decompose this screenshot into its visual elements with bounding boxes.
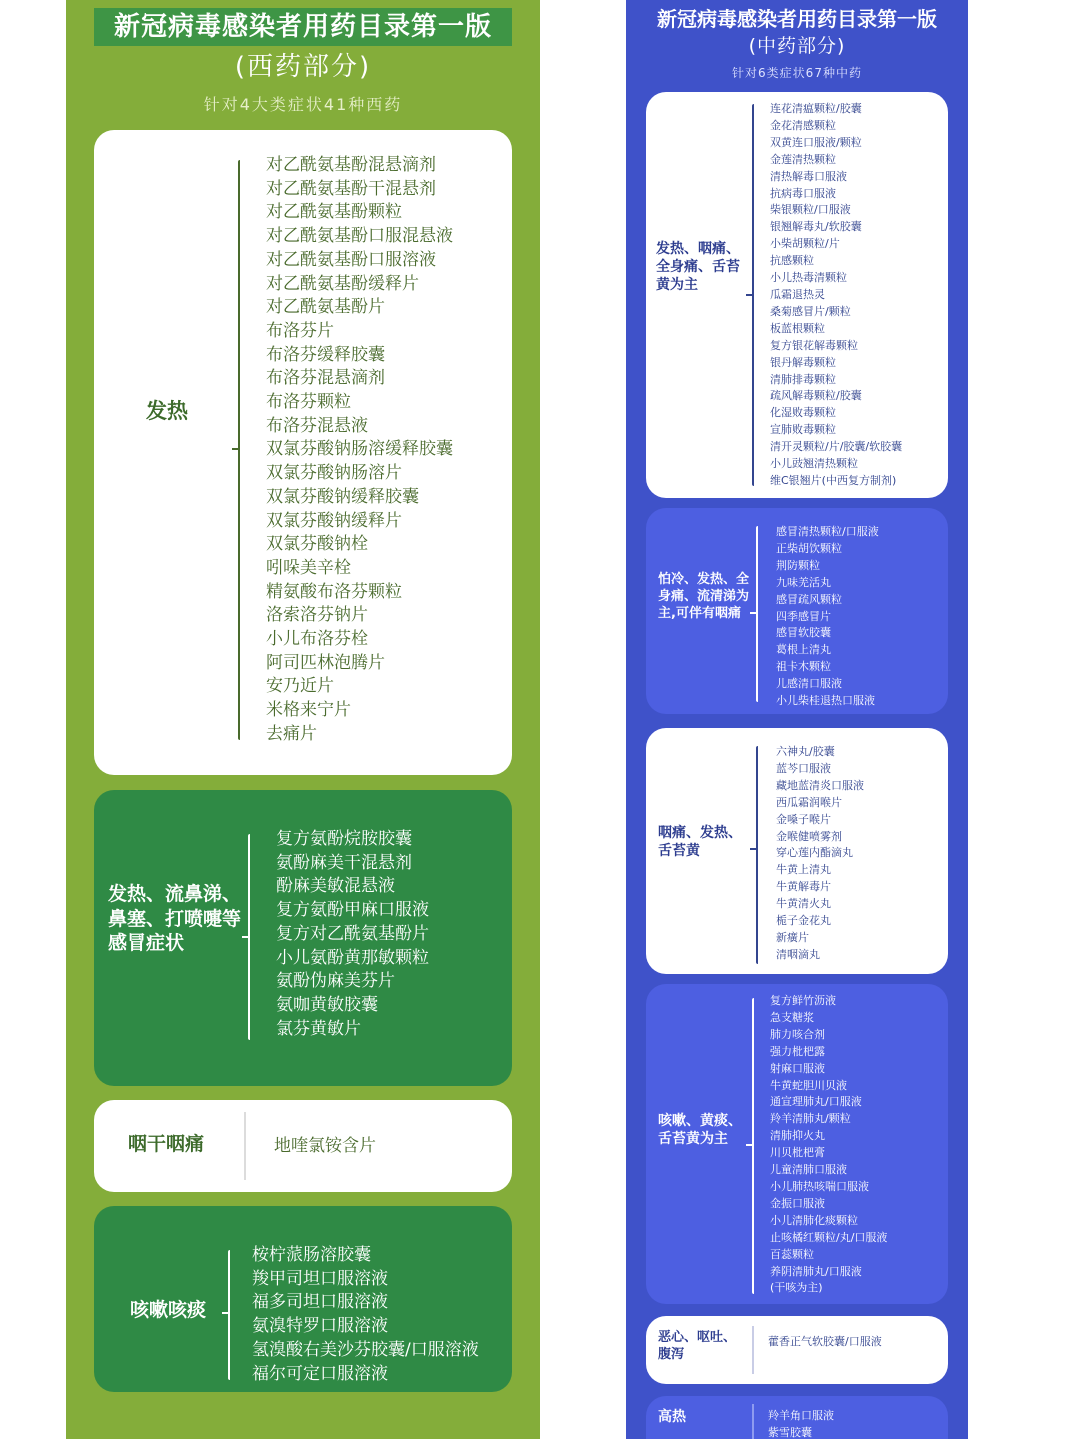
drug-list (252, 1244, 479, 1386)
brace-tip (232, 448, 240, 450)
drug-item: 小儿豉翘清热颗粒 (770, 457, 858, 471)
brace (238, 160, 240, 740)
drug-item: 安乃近片 (266, 676, 334, 697)
drug-item: 对乙酰氨基酚缓释片 (266, 273, 419, 294)
drug-item: 川贝枇杷膏 (770, 1146, 825, 1160)
drug-item: 百蕊颗粒 (770, 1247, 814, 1261)
drug-item: 射麻口服液 (770, 1061, 825, 1075)
brace (756, 526, 758, 702)
drug-item: 双氯芬酸钠肠溶缓释胶囊 (266, 439, 453, 460)
drug-item: 四季感冒片 (776, 609, 831, 623)
drug-item: 地喹氯铵含片 (274, 1136, 376, 1156)
drug-list (768, 1334, 882, 1350)
drug-item: 布洛芬混悬滴剂 (266, 368, 385, 389)
drug-item: 小儿肺热咳喘口服液 (770, 1179, 869, 1193)
western-note: 针对4大类症状41种西药 (203, 95, 403, 114)
drug-item: 栀子金花丸 (776, 914, 831, 928)
drug-item: 双氯芬酸钠缓释胶囊 (266, 486, 419, 507)
brace-tip (746, 294, 754, 296)
drug-item: 儿童清肺口服液 (770, 1163, 847, 1177)
drug-item: 止咳橘红颗粒/丸/口服液 (770, 1230, 888, 1244)
drug-item: 祖卡木颗粒 (776, 660, 831, 674)
drug-item: 金花清感颗粒 (770, 118, 836, 132)
drug-item: 阿司匹林泡腾片 (266, 652, 385, 673)
drug-item: 银丹解毒颗粒 (770, 355, 836, 369)
drug-item: 银翘解毒丸/软胶囊 (770, 220, 862, 234)
drug-item: 板蓝根颗粒 (770, 321, 825, 335)
drug-item: 小儿布洛芬栓 (266, 629, 368, 650)
group-symptom: 咳嗽咳痰 (130, 1299, 207, 1321)
drug-item: 吲哚美辛栓 (266, 557, 351, 578)
drug-item: 福多司坦口服溶液 (252, 1292, 388, 1313)
drug-item: 洛索洛芬钠片 (266, 605, 368, 626)
drug-item: 连花清瘟颗粒/胶囊 (770, 102, 862, 115)
drug-item: 精氨酸布洛芬颗粒 (266, 581, 402, 602)
drug-item: 九味羌活丸 (776, 575, 831, 589)
drug-item: 氨咖黄敏胶囊 (276, 994, 378, 1015)
western-medicine-panel (66, 0, 540, 1439)
drug-item: 小儿清肺化痰颗粒 (770, 1213, 858, 1227)
tcm-group-nausea (646, 1316, 948, 1384)
brace-tip (222, 1312, 230, 1314)
drug-item: 感冒软胶囊 (776, 626, 831, 640)
drug-list (274, 1134, 376, 1158)
drug-item: 清肺排毒颗粒 (770, 372, 836, 386)
drug-item: 穿心莲内酯滴丸 (776, 846, 853, 860)
western-subtitle: (西药部分) (234, 52, 372, 82)
drug-item: 布洛芬混悬液 (266, 415, 368, 436)
drug-item: 抗病毒口服液 (770, 186, 836, 200)
tcm-group-sorethroat (646, 728, 948, 974)
drug-item: 疏风解毒颗粒/胶囊 (770, 389, 862, 403)
divider (752, 1404, 754, 1439)
tcm-medicine-panel (626, 0, 968, 1439)
drug-item: 小儿氨酚黄那敏颗粒 (276, 947, 429, 968)
group-symptom: 怕冷、发热、全身痛、流清涕为主,可伴有咽痛 (658, 572, 750, 621)
drug-item: 酚麻美敏混悬液 (276, 876, 395, 897)
drug-item: 西瓜霜润喉片 (776, 795, 842, 809)
drug-item: 金莲清热颗粒 (770, 152, 836, 166)
group-symptom: 发热 (146, 399, 188, 423)
drug-item: 小儿热毒清颗粒 (770, 271, 847, 285)
drug-item: 福尔可定口服溶液 (252, 1363, 388, 1384)
drug-item: 金喉健喷雾剂 (776, 829, 842, 843)
drug-item: 桉柠蒎肠溶胶囊 (252, 1245, 371, 1265)
drug-item: 复方银花解毒颗粒 (770, 338, 858, 352)
tcm-group-fever-sorethroat (646, 92, 948, 498)
divider (752, 1326, 754, 1374)
western-group-cough (94, 1206, 512, 1392)
brace (228, 1250, 230, 1380)
brace-tip (746, 1144, 754, 1146)
drug-item: 蓝芩口服液 (776, 761, 831, 775)
drug-item: 双黄连口服液/颗粒 (770, 135, 862, 149)
drug-item: 紫雪胶囊 (768, 1425, 812, 1439)
drug-item: 宣肺败毒颗粒 (770, 423, 836, 437)
group-symptom: 发热、流鼻涕、鼻塞、打喷嚏等感冒症状 (108, 883, 242, 955)
drug-item: 氨酚伪麻美芬片 (276, 971, 395, 992)
drug-list (770, 993, 887, 1297)
drug-item: 羚羊清肺丸/颗粒 (770, 1112, 851, 1126)
tcm-note: 针对6类症状67种中药 (732, 66, 862, 80)
western-group-cold (94, 790, 512, 1086)
drug-item: 对乙酰氨基酚颗粒 (266, 202, 402, 223)
drug-item: 双氯芬酸钠肠溶片 (266, 463, 402, 484)
drug-item: 藏地蓝清炎口服液 (776, 778, 864, 792)
drug-item: 清咽滴丸 (776, 947, 820, 961)
drug-item: 羧甲司坦口服溶液 (252, 1268, 388, 1289)
western-group-throat (94, 1100, 512, 1192)
drug-item: 对乙酰氨基酚口服混悬液 (266, 226, 453, 247)
drug-item: 六神丸/胶囊 (776, 745, 835, 758)
tcm-group-cough (646, 984, 948, 1304)
drug-item: 布洛芬颗粒 (266, 392, 351, 413)
drug-list (768, 1408, 834, 1439)
drug-item: 养阴清肺丸/口服液 (770, 1264, 862, 1278)
drug-item: 对乙酰氨基酚口服溶液 (266, 249, 436, 270)
drug-list (770, 101, 902, 490)
drug-item: 双氯芬酸钠栓 (266, 534, 368, 555)
drug-list (776, 744, 864, 964)
brace (752, 998, 754, 1294)
western-group-fever (94, 130, 512, 775)
drug-item: 强力枇杷露 (770, 1044, 825, 1058)
drug-list (276, 828, 429, 1041)
drug-list (266, 154, 453, 747)
drug-item: 布洛芬缓释胶囊 (266, 344, 385, 365)
drug-item: 藿香正气软胶囊/口服液 (768, 1335, 882, 1348)
drug-item: 氯芬黄敏片 (276, 1018, 361, 1039)
drug-item: 新癀片 (776, 930, 809, 944)
drug-list (776, 524, 879, 710)
drug-item: 正柴胡饮颗粒 (776, 541, 842, 555)
drug-item: 金嗓子喉片 (776, 812, 831, 826)
drug-item: 小儿柴桂退热口服液 (776, 694, 875, 708)
drug-item: 荆防颗粒 (776, 558, 820, 572)
drug-item: 桑菊感冒片/颗粒 (770, 304, 851, 318)
drug-item: 牛黄解毒片 (776, 880, 831, 894)
drug-item: 氢溴酸右美沙芬胶囊/口服溶液 (252, 1339, 479, 1360)
tcm-subtitle: (中药部分) (748, 35, 846, 57)
drug-item: 牛黄上清丸 (776, 863, 831, 877)
tcm-group-chills-fever (646, 508, 948, 714)
brace-tip (242, 936, 250, 938)
drug-item: 双氯芬酸钠缓释片 (266, 510, 402, 531)
drug-item: 对乙酰氨基酚片 (266, 297, 385, 318)
group-symptom: 恶心、呕吐、腹泻 (658, 1330, 737, 1362)
drug-item: 对乙酰氨基酚混悬滴剂 (266, 155, 436, 175)
drug-item: 葛根上清丸 (776, 643, 831, 657)
group-symptom: 高热 (658, 1409, 686, 1425)
drug-item: 复方氨酚烷胺胶囊 (276, 829, 412, 849)
drug-item: 感冒清热颗粒/口服液 (776, 525, 879, 538)
drug-item: 小柴胡颗粒/片 (770, 237, 840, 251)
tcm-group-high-fever (646, 1396, 948, 1439)
drug-item: 化湿败毒颗粒 (770, 406, 836, 420)
drug-item: 氨溴特罗口服溶液 (252, 1316, 388, 1337)
brace (756, 746, 758, 964)
group-symptom: 咳嗽、黄痰、舌苔黄为主 (658, 1113, 742, 1148)
group-symptom: 咽痛、发热、舌苔黄 (658, 825, 742, 860)
drug-item: 金振口服液 (770, 1196, 825, 1210)
drug-item: 牛黄清火丸 (776, 897, 831, 911)
drug-item: 维C银翘片(中西复方制剂) (770, 473, 897, 487)
drug-item: 儿感清口服液 (776, 677, 842, 691)
brace-tip (750, 848, 758, 850)
drug-item: 去痛片 (266, 723, 317, 744)
drug-item: 羚羊角口服液 (768, 1409, 834, 1422)
drug-item: (干咳为主) (770, 1281, 823, 1295)
drug-item: 柴银颗粒/口服液 (770, 203, 851, 217)
group-symptom: 咽干咽痛 (128, 1133, 205, 1155)
drug-item: 米格来宁片 (266, 700, 351, 721)
drug-item: 感冒疏风颗粒 (776, 592, 842, 606)
drug-item: 氨酚麻美干混悬剂 (276, 852, 412, 873)
drug-item: 通宣理肺丸/口服液 (770, 1095, 862, 1109)
drug-item: 对乙酰氨基酚干混悬剂 (266, 178, 436, 199)
drug-item: 瓜霜退热灵 (770, 287, 825, 301)
drug-item: 复方氨酚甲麻口服液 (276, 900, 429, 921)
drug-item: 复方鲜竹沥液 (770, 994, 836, 1007)
drug-item: 抗感颗粒 (770, 254, 814, 268)
tcm-title: 新冠病毒感染者用药目录第一版 (657, 7, 937, 31)
brace-tip (750, 612, 758, 614)
western-title: 新冠病毒感染者用药目录第一版 (94, 8, 512, 46)
drug-item: 清开灵颗粒/片/胶囊/软胶囊 (770, 440, 903, 454)
drug-item: 清肺抑火丸 (770, 1129, 825, 1143)
divider (244, 1112, 246, 1180)
group-symptom: 发热、咽痛、全身痛、舌苔黄为主 (656, 241, 740, 294)
drug-item: 清热解毒口服液 (770, 169, 847, 183)
drug-item: 牛黄蛇胆川贝液 (770, 1078, 847, 1092)
drug-item: 复方对乙酰氨基酚片 (276, 923, 429, 944)
drug-item: 布洛芬片 (266, 320, 334, 341)
drug-item: 肺力咳合剂 (770, 1027, 825, 1041)
drug-item: 急支糖浆 (770, 1010, 814, 1024)
